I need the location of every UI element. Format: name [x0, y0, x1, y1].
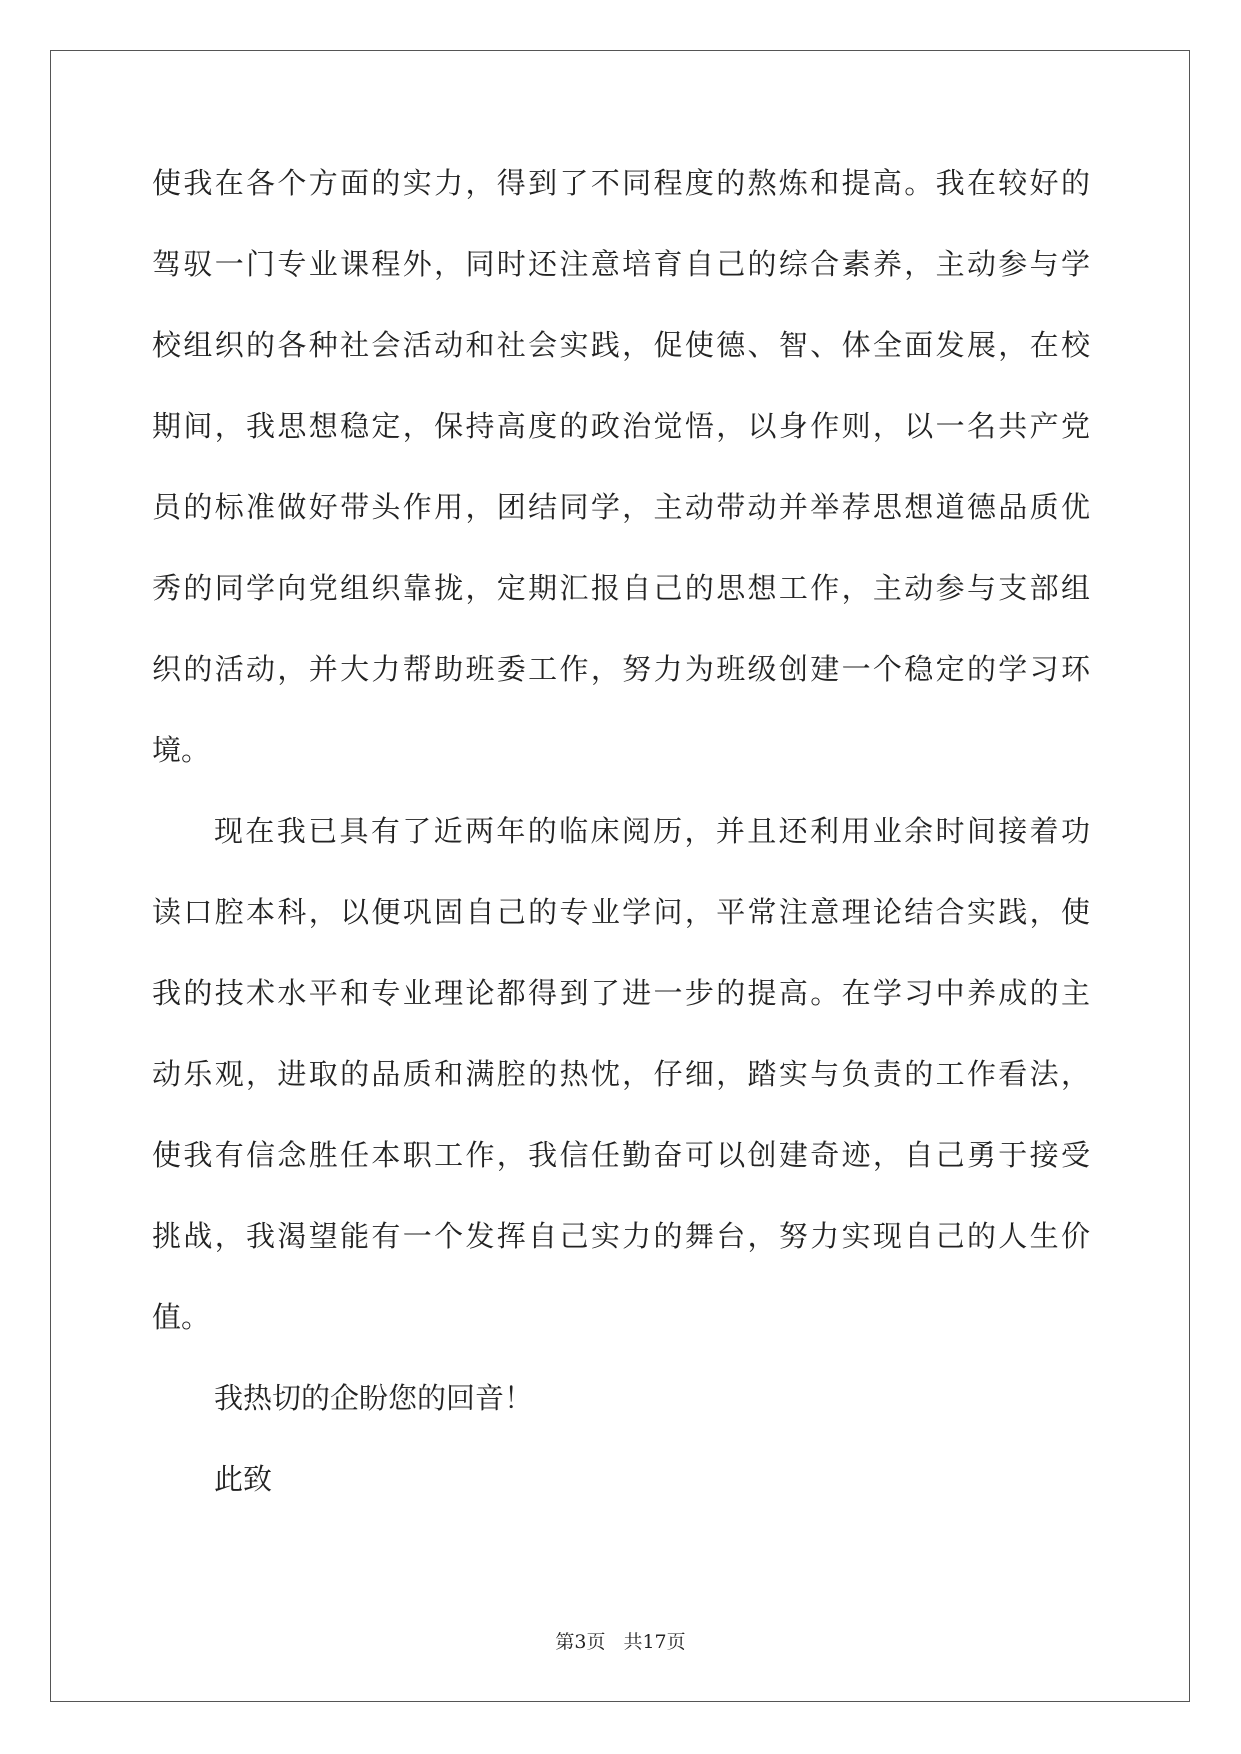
paragraph-line: 我热切的企盼您的回音！ — [214, 1381, 534, 1415]
page-total: 共17页 — [623, 1631, 686, 1653]
paragraph-line: 使我有信念胜任本职工作，我信任勤奋可以创建奇迹，自己勇于接受 — [152, 1138, 1090, 1172]
paragraph-line: 动乐观，进取的品质和满腔的热忱，仔细，踏实与负责的工作看法， — [152, 1057, 1090, 1091]
document-body — [152, 158, 1090, 1535]
paragraph-line: 员的标准做好带头作用，团结同学，主动带动并举荐思想道德品质优 — [152, 490, 1090, 524]
paragraph-line: 秀的同学向党组织靠拢，定期汇报自己的思想工作，主动参与支部组 — [152, 571, 1090, 605]
paragraph-line: 期间，我思想稳定，保持高度的政治觉悟，以身作则，以一名共产党 — [152, 409, 1090, 443]
paragraph-line: 使我在各个方面的实力，得到了不同程度的熬炼和提高。我在较好的 — [152, 166, 1090, 200]
paragraph-line: 现在我已具有了近两年的临床阅历，并且还利用业余时间接着功 — [214, 814, 1090, 848]
page-number: 第3页 — [555, 1631, 606, 1653]
paragraph-line: 织的活动，并大力帮助班委工作，努力为班级创建一个稳定的学习环 — [152, 652, 1090, 686]
paragraph-line: 境。 — [152, 733, 211, 767]
paragraph-line: 我的技术水平和专业理论都得到了进一步的提高。在学习中养成的主 — [152, 976, 1090, 1010]
paragraph-line: 校组织的各种社会活动和社会实践，促使德、智、体全面发展，在校 — [152, 328, 1090, 362]
paragraph-line: 驾驭一门专业课程外，同时还注意培育自己的综合素养，主动参与学 — [152, 247, 1090, 281]
paragraph-line: 此致 — [214, 1462, 273, 1496]
paragraph-line: 读口腔本科，以便巩固自己的专业学问，平常注意理论结合实践，使 — [152, 895, 1090, 929]
paragraph-line: 挑战，我渴望能有一个发挥自己实力的舞台，努力实现自己的人生价 — [152, 1219, 1090, 1253]
paragraph-line: 值。 — [152, 1300, 211, 1334]
page-footer — [0, 1627, 1241, 1654]
